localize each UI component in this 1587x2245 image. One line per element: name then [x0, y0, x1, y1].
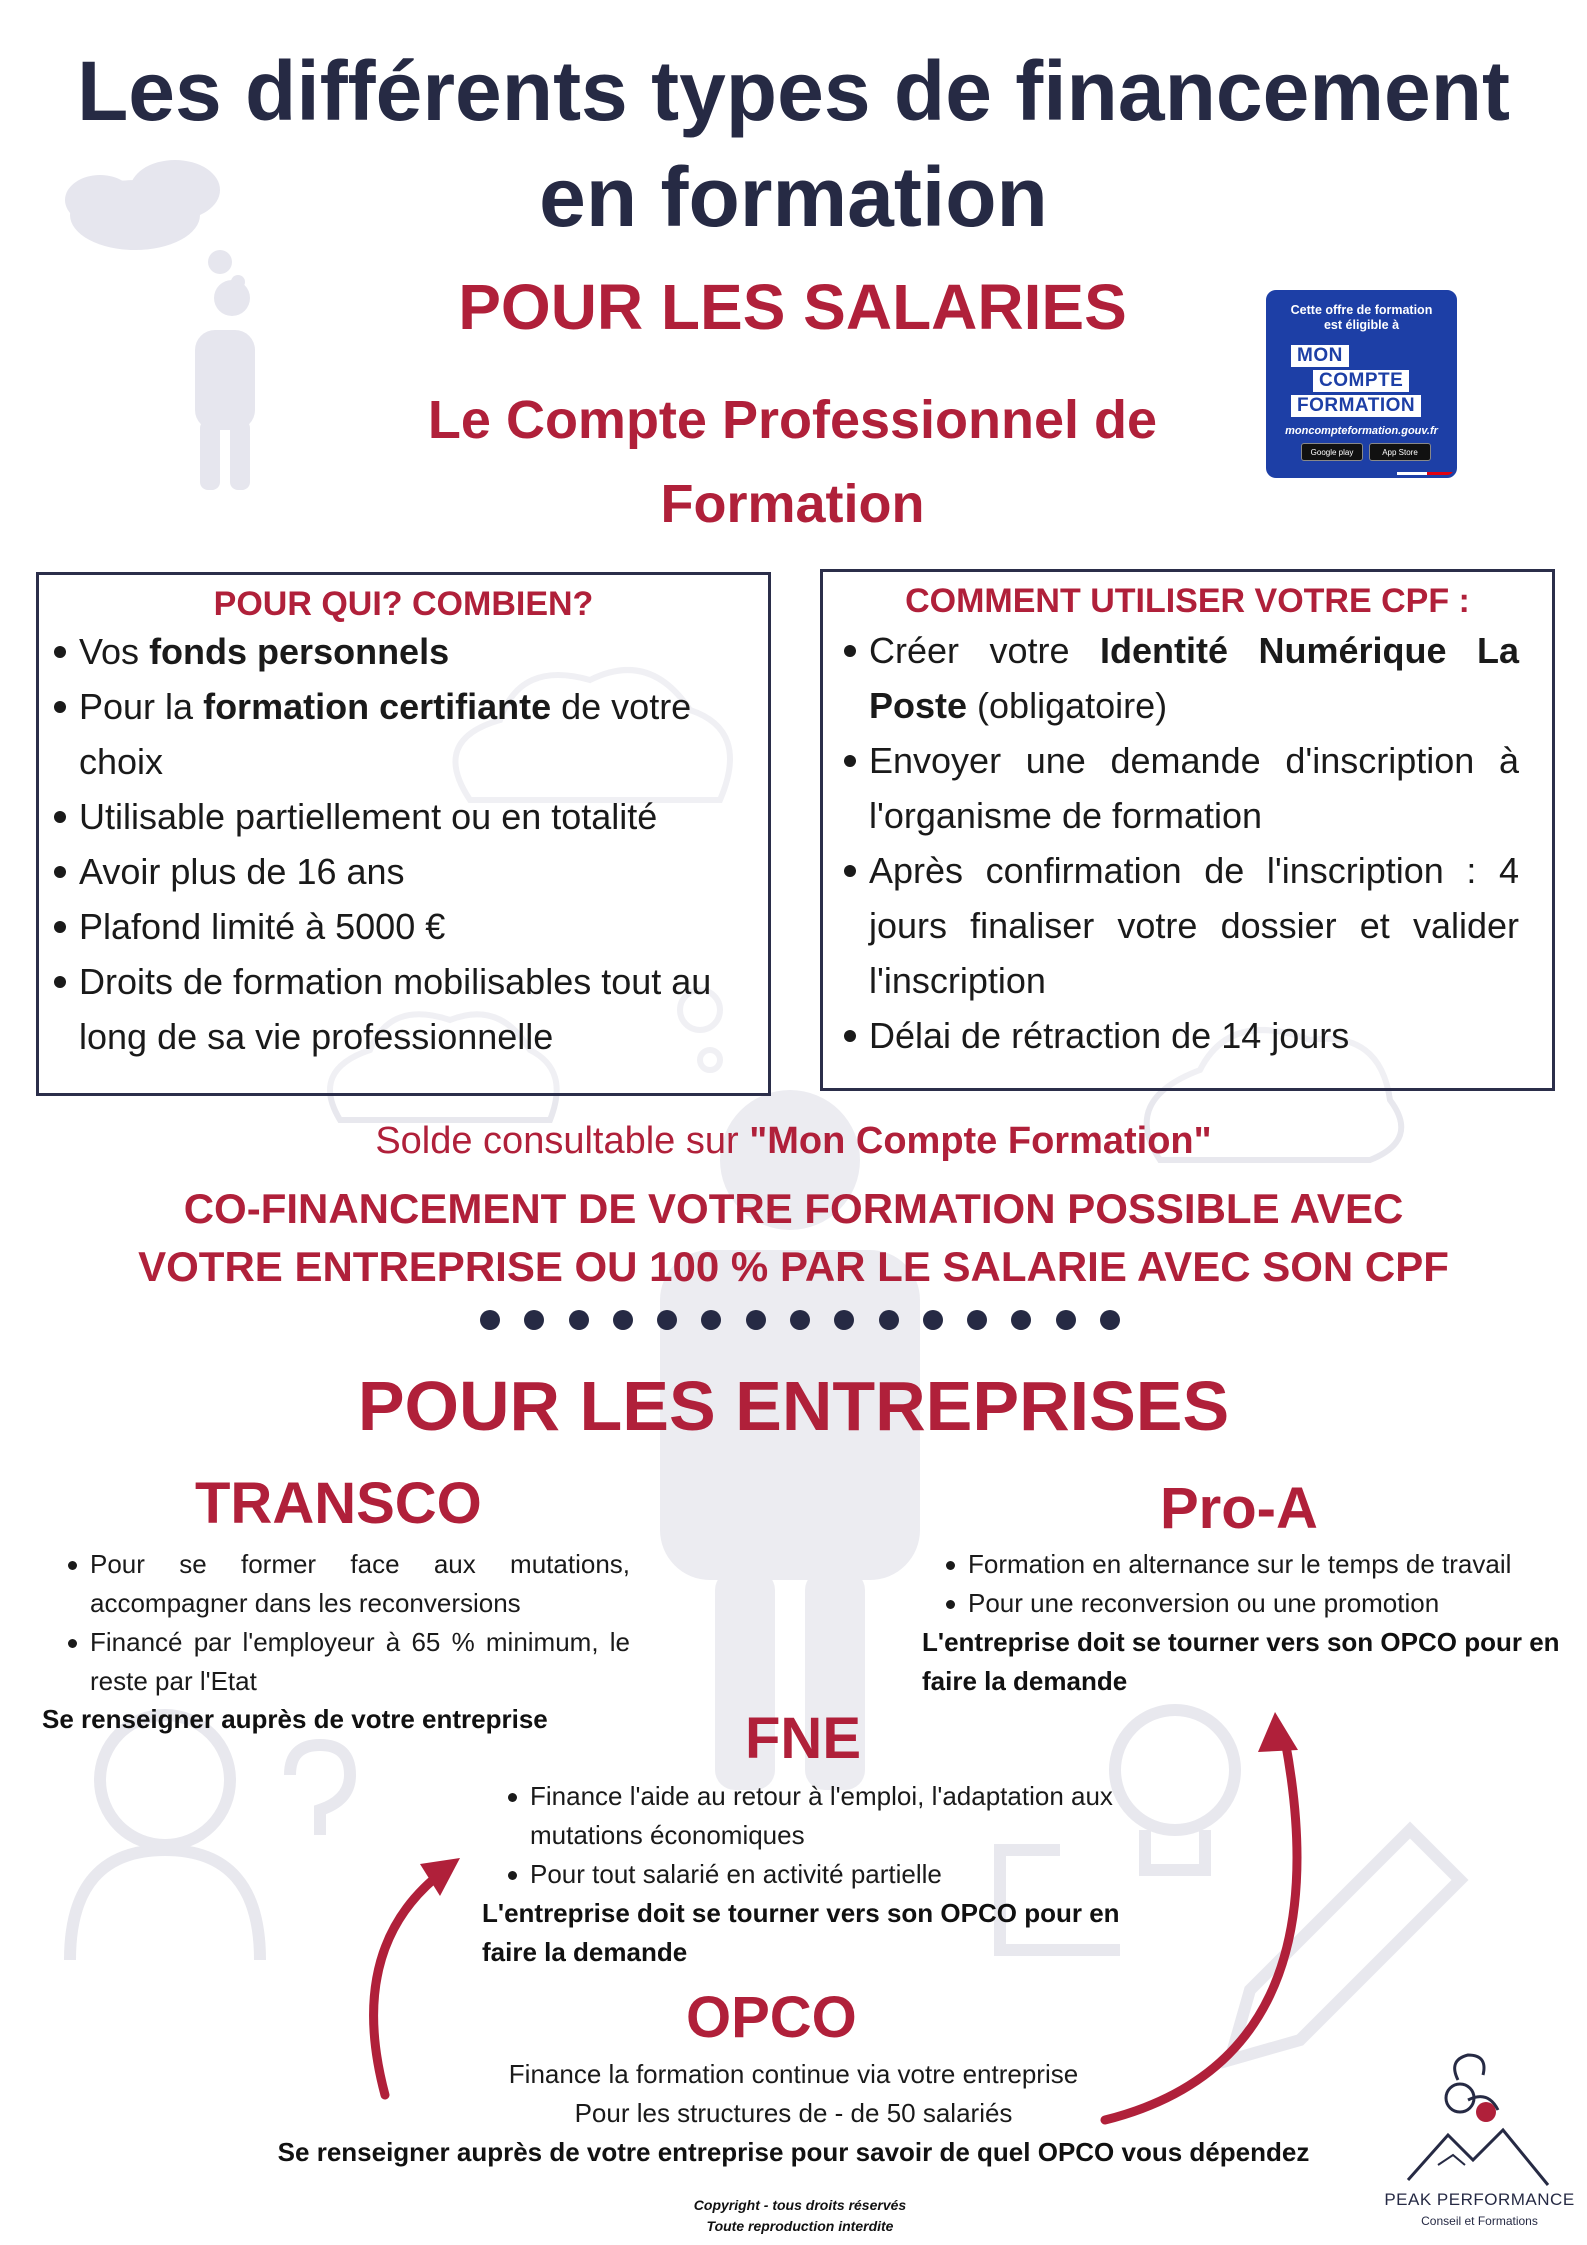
- badge-heading-line1: Cette offre de formation: [1290, 303, 1433, 317]
- list-item-text: Créer votre: [869, 630, 1100, 671]
- badge-logo-line1: MON: [1291, 345, 1349, 367]
- cofinancement-line2: VOTRE ENTREPRISE OU 100 % PAR LE SALARIE AVEC SON CPF: [138, 1243, 1449, 1290]
- divider-dot: [1100, 1310, 1120, 1330]
- divider-dot: [524, 1310, 544, 1330]
- list-item-text: Vos: [79, 631, 150, 672]
- entreprises-heading: POUR LES ENTREPRISES: [357, 1367, 1230, 1445]
- proa-note: L'entreprise doit se tourner vers son OPCO pour en faire la demande: [922, 1627, 1560, 1696]
- divider-dot: [657, 1310, 677, 1330]
- proa-list: [968, 1545, 1568, 1623]
- opco-line2: Pour les structures de - de 50 salariés: [574, 2098, 1013, 2128]
- cpf-heading-line1: Le Compte Professionnel de: [427, 390, 1158, 450]
- peak-performance-logo-icon: [1398, 2050, 1578, 2240]
- copyright-notice: [600, 2195, 1000, 2237]
- badge-logo: [1291, 345, 1437, 420]
- list-item: Plafond limité à 5000 €: [79, 899, 749, 954]
- list-item: Après confirmation de l'inscription : 4 jours finaliser votre dossier et valider l'inscription: [869, 843, 1519, 1008]
- brand-name: PEAK PERFORMANCE: [1384, 2190, 1575, 2209]
- list-item: Finance l'aide au retour à l'emploi, l'adaptation aux mutations économiques: [530, 1777, 1150, 1855]
- app-store-buttons: [1301, 443, 1431, 461]
- divider-dot: [701, 1310, 721, 1330]
- badge-heading-line2: est éligible à: [1323, 318, 1400, 332]
- badge-heading: [1269, 303, 1454, 333]
- list-item-bold: formation certifiante: [203, 686, 552, 727]
- list-item: Pour se former face aux mutations, accompagner dans les reconversions: [90, 1545, 630, 1623]
- list-item: Avoir plus de 16 ans: [79, 844, 749, 899]
- opco-description: [300, 2055, 1287, 2133]
- divider-dot: [923, 1310, 943, 1330]
- box-right-title: COMMENT UTILISER VOTRE CPF :: [905, 582, 1470, 620]
- opco-title: OPCO: [686, 1985, 857, 2050]
- box-left-list: [79, 624, 749, 1064]
- divider-dot: [1011, 1310, 1031, 1330]
- list-item: Pour une reconversion ou une promotion: [968, 1584, 1568, 1623]
- divider-dot: [746, 1310, 766, 1330]
- list-item: Droits de formation mobilisables tout au long de sa vie professionnelle: [79, 954, 749, 1064]
- copyright-line1: Copyright - tous droits réservés: [693, 2197, 907, 2213]
- badge-logo-line3: FORMATION: [1291, 395, 1421, 417]
- pour-qui-combien-box: [36, 572, 771, 1096]
- salaries-heading: POUR LES SALARIES: [458, 271, 1127, 343]
- transco-title: TRANSCO: [195, 1471, 482, 1536]
- list-item: Utilisable partiellement ou en totalité: [79, 789, 749, 844]
- list-item: Pour tout salarié en activité partielle: [530, 1855, 1150, 1894]
- badge-logo-line2: COMPTE: [1313, 370, 1409, 392]
- proa-title: Pro-A: [1160, 1476, 1318, 1541]
- box-right-list: [869, 623, 1519, 1063]
- cpf-heading: [340, 378, 1245, 546]
- list-item: Formation en alternance sur le temps de travail: [968, 1545, 1568, 1584]
- french-flag-stripe: [1397, 472, 1457, 478]
- list-item-text: de votre choix: [79, 686, 692, 782]
- solde-line: [200, 1120, 1387, 1163]
- list-item: [869, 623, 1519, 733]
- divider-dot: [480, 1310, 500, 1330]
- divider-dot: [879, 1310, 899, 1330]
- copyright-line2: Toute reproduction interdite: [706, 2218, 894, 2234]
- divider-dot: [967, 1310, 987, 1330]
- divider-dot: [834, 1310, 854, 1330]
- google-play-badge: Google play: [1301, 443, 1363, 461]
- divider-dot: [613, 1310, 633, 1330]
- cofinancement-heading: [80, 1180, 1507, 1296]
- transco-note: Se renseigner auprès de votre entreprise: [42, 1704, 548, 1734]
- fne-title: FNE: [745, 1706, 861, 1771]
- mon-compte-formation-badge: [1266, 290, 1457, 478]
- solde-bold: "Mon Compte Formation": [749, 1120, 1212, 1162]
- list-item: Envoyer une demande d'inscription à l'organisme de formation: [869, 733, 1519, 843]
- transco-list: [90, 1545, 630, 1701]
- divider-dot: [1056, 1310, 1076, 1330]
- opco-line1: Finance la formation continue via votre entreprise: [508, 2059, 1079, 2089]
- list-item: [79, 624, 749, 679]
- list-item: Délai de rétraction de 14 jours: [869, 1008, 1519, 1063]
- fne-note: L'entreprise doit se tourner vers son OPCO pour en faire la demande: [482, 1898, 1120, 1967]
- brand-subtitle: Conseil et Formations: [1421, 2214, 1538, 2228]
- page-title-line1: Les différents types de financement: [76, 44, 1511, 138]
- dot-divider: [480, 1310, 1120, 1330]
- list-item-bold: fonds personnels: [149, 631, 450, 672]
- fne-list: [530, 1777, 1150, 1894]
- page-title-line2: en formation: [539, 150, 1048, 244]
- divider-dot: [569, 1310, 589, 1330]
- cpf-heading-line2: Formation: [660, 474, 925, 534]
- divider-dot: [790, 1310, 810, 1330]
- page-title: [40, 38, 1547, 250]
- opco-note: Se renseigner auprès de votre entreprise pour savoir de quel OPCO vous dépendez: [277, 2137, 1310, 2167]
- app-store-badge: App Store: [1369, 443, 1431, 461]
- list-item-text: (obligatoire): [967, 685, 1168, 726]
- list-item: Financé par l'employeur à 65 % minimum, le reste par l'Etat: [90, 1623, 630, 1701]
- list-item-bold: Identité Numérique La Poste: [869, 630, 1519, 726]
- solde-text: Solde consultable sur: [375, 1120, 750, 1162]
- list-item-text: Pour la: [79, 686, 204, 727]
- question-person-icon: [70, 1715, 350, 1960]
- badge-url: moncompteformation.gouv.fr: [1285, 425, 1438, 437]
- box-left-title: POUR QUI? COMBIEN?: [213, 585, 594, 623]
- cofinancement-line1: CO-FINANCEMENT DE VOTRE FORMATION POSSIBLE AVEC: [183, 1185, 1404, 1232]
- list-item: [79, 679, 749, 789]
- comment-utiliser-cpf-box: [820, 569, 1555, 1091]
